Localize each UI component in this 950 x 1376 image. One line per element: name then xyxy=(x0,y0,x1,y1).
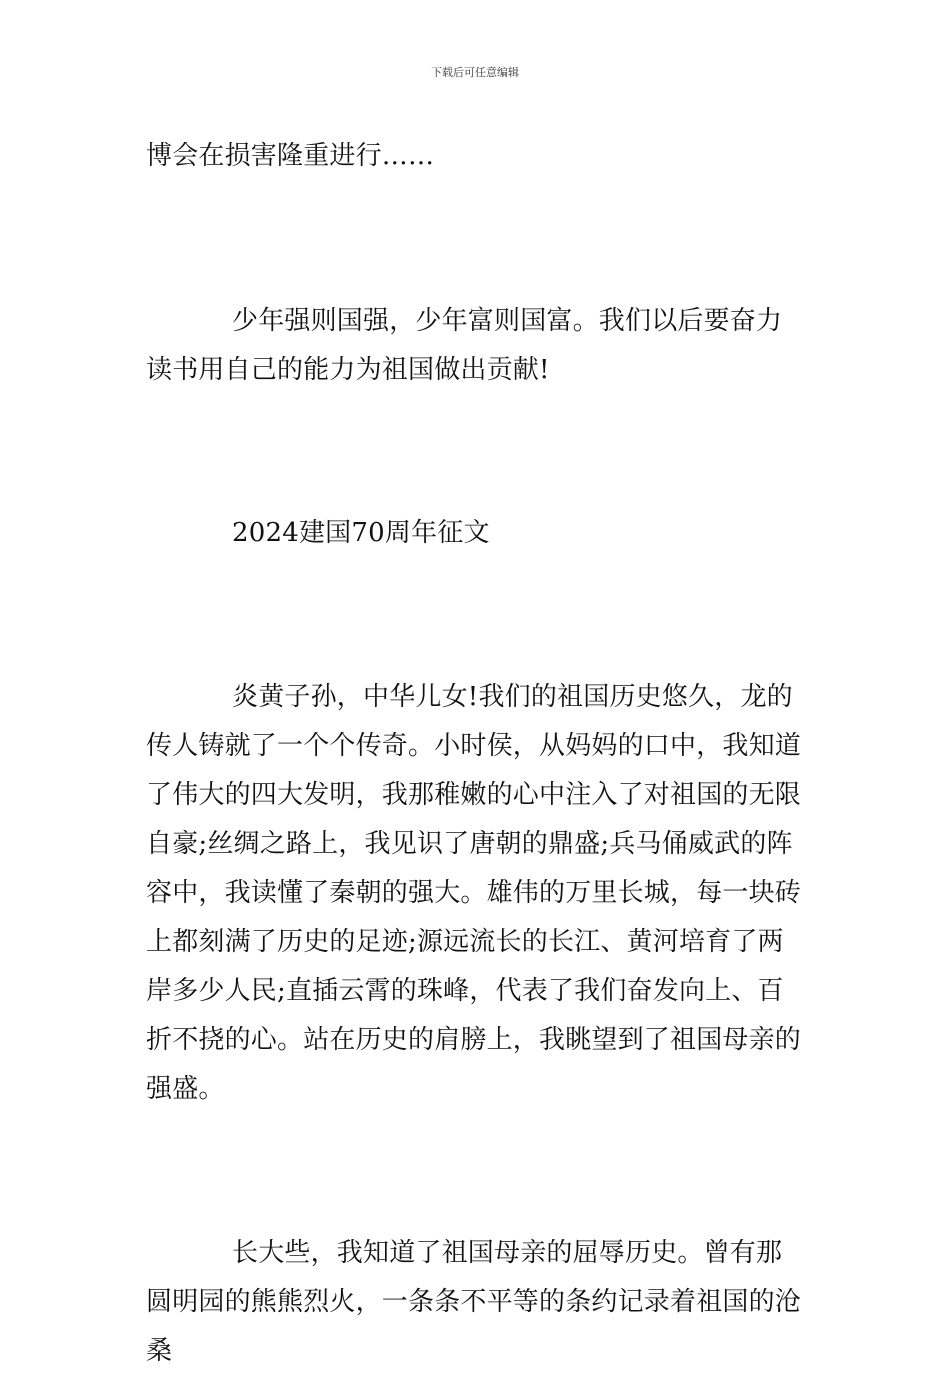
paragraph-youth: 少年强则国强，少年富则国富。我们以后要奋力读书用自己的能力为祖国做出贡献! xyxy=(146,306,783,385)
page-header: 下载后可任意编辑 xyxy=(431,66,519,79)
document-body xyxy=(146,132,808,1376)
paragraph-humiliation: 长大些，我知道了祖国母亲的屈辱历史。曾有那圆明园的熊熊烈火，一条条不平等的条约记录着祖国的沧桑 xyxy=(146,1238,802,1366)
paragraph-gap xyxy=(146,395,808,509)
paragraph-gap xyxy=(146,181,808,297)
paragraph-gap xyxy=(146,1114,808,1229)
paragraph-history: 炎黄子孙，中华儿女!我们的祖国历史悠久，龙的传人铸就了一个个传奇。小时侯，从妈妈的口中，我知道了伟大的四大发明，我那稚嫩的心中注入了对祖国的无限自豪;丝绸之路上，我见识了唐朝的鼎盛;兵马俑威武的阵容中，我读懂了秦朝的强大。雄伟的万里长城，每一块砖上都刻满了历史的足迹;源远流长的长江、黄河培育了两岸多少人民;直插云霄的珠峰，代表了我们奋发向上、百折不挠的心。站在历史的肩膀上，我眺望到了祖国母亲的强盛。 xyxy=(146,682,802,1104)
essay-title: 2024建国70周年征文 xyxy=(232,518,490,548)
paragraph-continuation: 博会在损害隆重进行…… xyxy=(146,141,435,171)
paragraph-gap xyxy=(146,558,808,673)
